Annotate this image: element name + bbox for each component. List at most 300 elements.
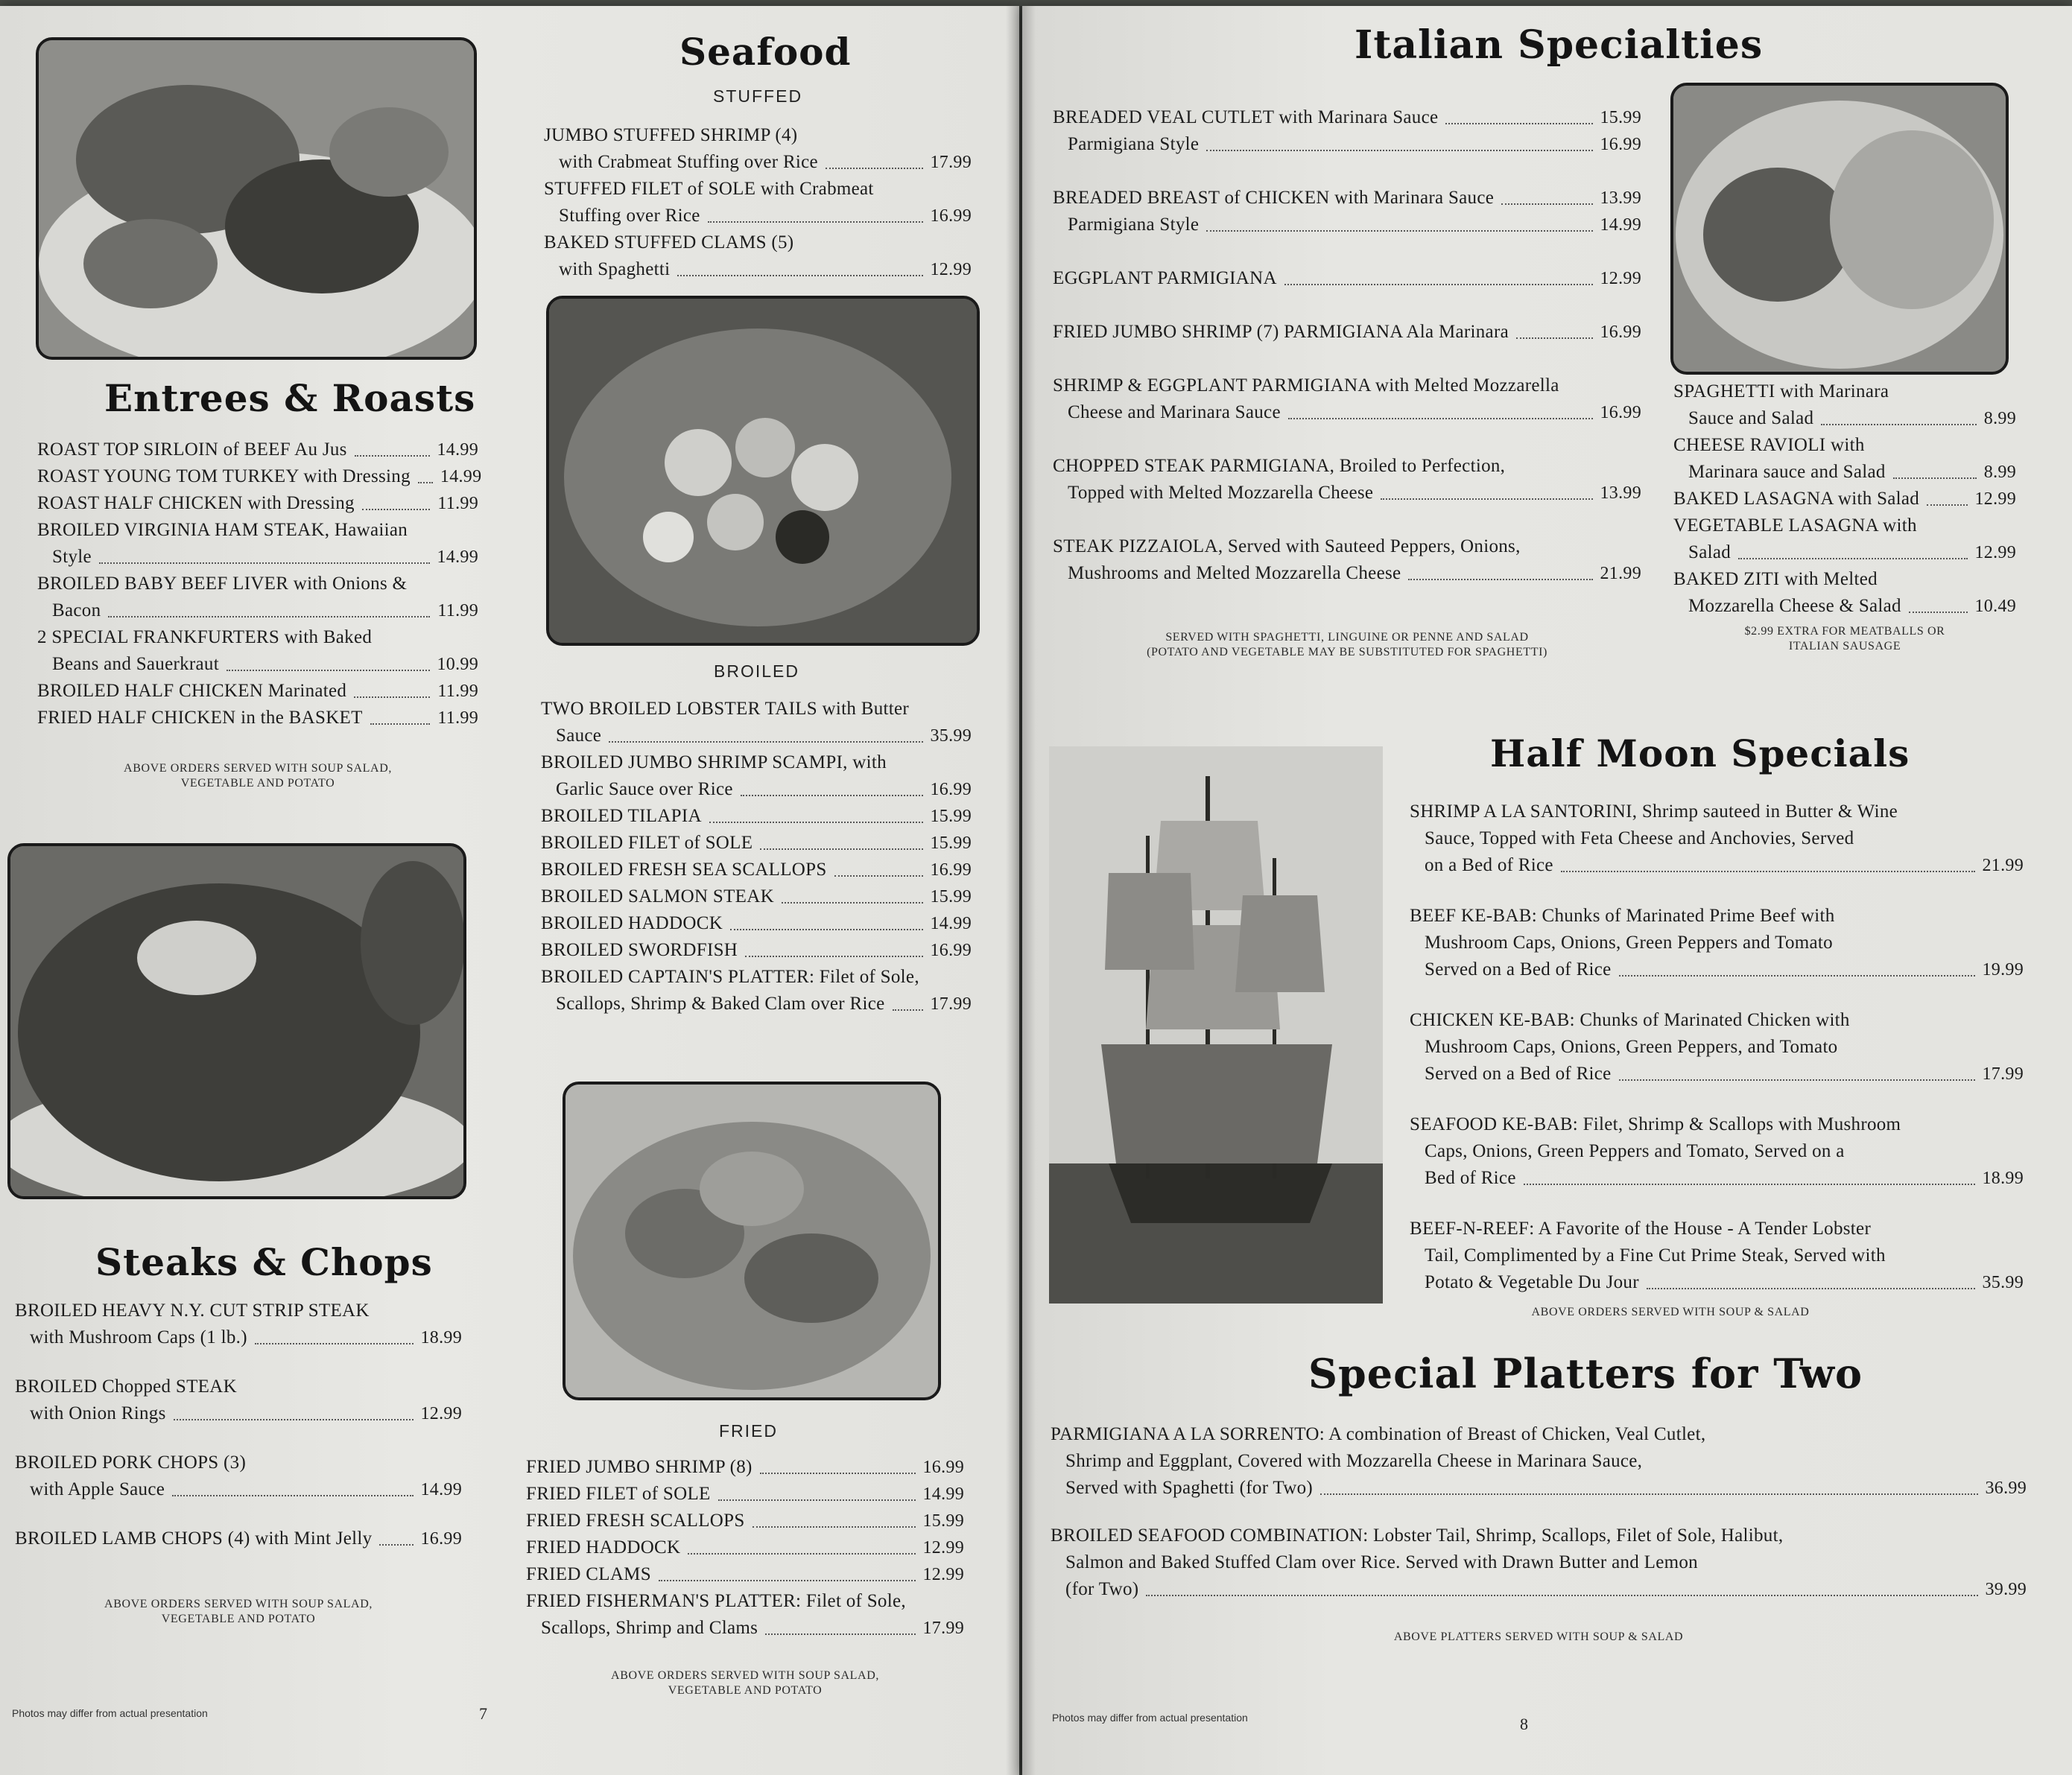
menu-item-text: Mushrooms and Melted Mozzarella Cheese — [1068, 563, 1401, 583]
menu-item-text: Caps, Onions, Green Peppers and Tomato, Served on a — [1425, 1141, 1845, 1161]
menu-item-price: 8.99 — [1983, 463, 2016, 482]
menu-item — [526, 1508, 964, 1534]
menu-item-text: Salmon and Baked Stuffed Clam over Rice. Served with Drawn Butter and Lemon — [1065, 1552, 1698, 1572]
leader-dots — [418, 482, 433, 483]
leader-dots — [1821, 424, 1976, 425]
menu-item-text: FRIED FISHERMAN'S PLATTER: Filet of Sole, — [526, 1591, 906, 1611]
menu-spine — [1006, 6, 1036, 1775]
menu-item-price: 16.99 — [1600, 135, 1641, 154]
leader-dots — [354, 696, 430, 698]
menu-item-text: ROAST HALF CHICKEN with Dressing — [37, 493, 355, 513]
menu-item-text: with Crabmeat Stuffing over Rice — [559, 152, 818, 172]
steaks-title: Steaks & Chops — [95, 1240, 433, 1284]
steaks-note — [15, 1597, 462, 1627]
menu-item-line — [1053, 319, 1641, 346]
menu-item-text: Sauce — [556, 725, 602, 746]
note-line: (POTATO AND VEGETABLE MAY BE SUBSTITUTED FOR SPAGHETTI) — [1147, 646, 1547, 658]
menu-item-price: 15.99 — [1600, 108, 1641, 127]
leader-dots — [826, 168, 923, 169]
menu-item — [37, 678, 478, 705]
leader-dots — [745, 956, 922, 957]
menu-item-text: BROILED PORK CHOPS (3) — [15, 1452, 247, 1473]
menu-item-line — [15, 1324, 462, 1351]
menu-item-line — [1410, 1165, 2024, 1192]
leader-dots — [893, 1009, 923, 1011]
leader-dots — [1408, 579, 1592, 580]
menu-item-line — [1673, 539, 2016, 566]
menu-item — [15, 1449, 462, 1503]
menu-item-price: 16.99 — [930, 780, 972, 799]
italian-note — [1053, 630, 1641, 660]
menu-item — [1673, 432, 2016, 486]
menu-item-line — [15, 1400, 462, 1427]
leader-dots — [688, 1553, 915, 1555]
menu-item — [1410, 798, 2024, 879]
menu-item — [37, 571, 478, 624]
menu-item — [541, 696, 972, 749]
menu-item-text: Served on a Bed of Rice — [1425, 1064, 1612, 1084]
photo-disclaimer-left: Photos may differ from actual presentation — [12, 1707, 208, 1719]
leader-dots — [1381, 498, 1592, 500]
page-number-right: 8 — [1520, 1715, 1528, 1733]
menu-item-line — [1051, 1522, 2027, 1549]
menu-item-text: SPAGHETTI with Marinara — [1673, 381, 1889, 401]
menu-item-text: JUMBO STUFFED SHRIMP (4) — [544, 125, 798, 145]
menu-item-text: BROILED SALMON STEAK — [541, 886, 774, 906]
menu-item-line — [37, 436, 478, 463]
menu-item-text: FRIED HALF CHICKEN in the BASKET — [37, 708, 363, 728]
menu-item-price: 14.99 — [437, 547, 478, 567]
menu-item-text: TWO BROILED LOBSTER TAILS with Butter — [541, 699, 910, 719]
menu-item-line — [1673, 486, 2016, 512]
menu-item-line — [1673, 378, 2016, 405]
menu-item-text: BEEF KE-BAB: Chunks of Marinated Prime Beef with — [1410, 906, 1835, 926]
photo-chicken-parmigiana — [1670, 83, 2009, 375]
menu-item — [1053, 319, 1641, 346]
halfmoon-title: Half Moon Specials — [1490, 731, 1910, 775]
leader-dots — [765, 1633, 915, 1635]
menu-item-line — [1053, 212, 1641, 238]
menu-item-text: BROILED HADDOCK — [541, 913, 723, 933]
menu-item-text: BROILED LAMB CHOPS (4) with Mint Jelly — [15, 1528, 373, 1549]
menu-item-line — [37, 651, 478, 678]
menu-item-line — [1053, 480, 1641, 507]
menu-item-price: 16.99 — [930, 206, 972, 226]
platters-note — [1051, 1630, 2027, 1645]
menu-item-text: BROILED HALF CHICKEN Marinated — [37, 681, 347, 701]
menu-item-text: FRIED FILET of SOLE — [526, 1484, 711, 1504]
menu-item-price: 11.99 — [437, 601, 478, 620]
entrees-title: Entrees & Roasts — [104, 376, 476, 420]
menu-item-text: FRIED JUMBO SHRIMP (8) — [526, 1457, 753, 1477]
menu-item-line — [37, 624, 478, 651]
note-line: SERVED WITH SPAGHETTI, LINGUINE OR PENNE AND SALAD — [1165, 631, 1529, 644]
menu-item — [544, 122, 972, 176]
entrees-list — [37, 436, 482, 731]
seafood-note — [526, 1668, 964, 1698]
menu-item-text: Sauce and Salad — [1688, 408, 1814, 428]
leader-dots — [834, 875, 923, 877]
menu-item-price: 15.99 — [930, 833, 972, 853]
menu-item-text: (for Two) — [1065, 1579, 1139, 1599]
menu-item — [541, 937, 972, 964]
menu-item-text: BROILED HEAVY N.Y. CUT STRIP STEAK — [15, 1301, 370, 1321]
menu-item-text: FRIED HADDOCK — [526, 1537, 681, 1558]
menu-item — [1053, 453, 1641, 507]
leader-dots — [741, 795, 923, 796]
menu-item — [541, 910, 972, 937]
menu-item — [37, 705, 478, 731]
menu-item-line — [1410, 956, 2024, 983]
menu-item-line — [1410, 1242, 2024, 1269]
menu-item-line — [1410, 825, 2024, 852]
menu-item-text: Topped with Melted Mozzarella Cheese — [1068, 483, 1374, 503]
italian-title: Italian Specialties — [1355, 22, 1764, 68]
seafood-stuffed-list — [544, 122, 972, 283]
menu-item-text: Served on a Bed of Rice — [1425, 959, 1612, 979]
menu-item-text: Shrimp and Eggplant, Covered with Mozzarella Cheese in Marinara Sauce, — [1065, 1451, 1643, 1471]
menu-item-text: Served with Spaghetti (for Two) — [1065, 1478, 1314, 1498]
leader-dots — [1501, 203, 1592, 205]
menu-item-text: Parmigiana Style — [1068, 134, 1200, 154]
menu-item-text: SHRIMP A LA SANTORINI, Shrimp sauteed in Butter & Wine — [1410, 801, 1898, 822]
menu-item-text: with Onion Rings — [30, 1403, 166, 1423]
entrees-note — [37, 761, 478, 791]
menu-item-price: 16.99 — [930, 860, 972, 880]
menu-item-text: ROAST YOUNG TOM TURKEY with Dressing — [37, 466, 411, 486]
menu-item-line — [15, 1298, 462, 1324]
menu-item — [526, 1534, 964, 1561]
menu-item-price: 12.99 — [1974, 489, 2016, 509]
menu-item-price: 12.99 — [1600, 269, 1641, 288]
menu-item-text: BROILED CAPTAIN'S PLATTER: Filet of Sole, — [541, 967, 919, 987]
menu-item-text: ROAST TOP SIRLOIN of BEEF Au Jus — [37, 439, 347, 460]
menu-item-price: 16.99 — [930, 941, 972, 960]
menu-item — [1673, 378, 2016, 432]
leader-dots — [226, 670, 430, 671]
leader-dots — [1909, 612, 1968, 613]
photo-steak — [7, 843, 466, 1199]
menu-item — [1053, 533, 1641, 587]
menu-item — [1673, 512, 2016, 566]
leader-dots — [1619, 1079, 1975, 1081]
menu-item-text: BROILED SEAFOOD COMBINATION: Lobster Tail, Shrimp, Scallops, Filet of Sole, Halibut, — [1051, 1525, 1784, 1546]
menu-item-price: 16.99 — [922, 1458, 964, 1477]
seafood-stuffed-label: STUFFED — [713, 86, 803, 106]
menu-item-text: BROILED Chopped STEAK — [15, 1377, 237, 1397]
leader-dots — [708, 221, 923, 223]
menu-item-line — [541, 991, 972, 1017]
menu-item-text: Tail, Complimented by a Fine Cut Prime Steak, Served with — [1425, 1245, 1886, 1266]
leader-dots — [1320, 1493, 1977, 1495]
leader-dots — [379, 1544, 413, 1546]
menu-item-line — [1053, 104, 1641, 131]
photo-roast-dinner — [36, 37, 477, 360]
menu-item-text: CHOPPED STEAK PARMIGIANA, Broiled to Perfection, — [1053, 456, 1506, 476]
menu-item-price: 14.99 — [420, 1480, 462, 1499]
menu-item-line — [544, 256, 972, 283]
menu-item — [1051, 1421, 2027, 1502]
leader-dots — [1146, 1595, 1977, 1596]
menu-item — [1410, 1111, 2024, 1192]
menu-item-line — [1673, 566, 2016, 593]
menu-item-line — [1410, 903, 2024, 930]
leader-dots — [760, 1473, 916, 1474]
menu-item-line — [37, 517, 478, 544]
leader-dots — [255, 1343, 414, 1344]
menu-item-line — [1410, 1138, 2024, 1165]
leader-dots — [1206, 230, 1592, 232]
menu-item-text: on a Bed of Rice — [1425, 855, 1553, 875]
menu-item-line — [1053, 533, 1641, 560]
leader-dots — [1524, 1184, 1975, 1185]
note-line: ABOVE ORDERS SERVED WITH SOUP SALAD, — [104, 1598, 373, 1610]
menu-item-text: BROILED VIRGINIA HAM STEAK, Hawaiian — [37, 520, 408, 540]
menu-item-line — [541, 937, 972, 964]
menu-item-line — [1053, 560, 1641, 587]
menu-item-price: 36.99 — [1985, 1479, 2027, 1498]
menu-item-line — [541, 696, 972, 723]
menu-item-price: 16.99 — [420, 1529, 462, 1549]
seafood-broiled-list — [541, 696, 972, 1017]
menu-item-text: Beans and Sauerkraut — [52, 654, 219, 674]
menu-item-line — [1673, 459, 2016, 486]
menu-item-line — [1410, 1269, 2024, 1296]
menu-item-price: 13.99 — [1600, 188, 1641, 208]
menu-item-text: 2 SPECIAL FRANKFURTERS with Baked — [37, 627, 373, 647]
menu-item — [526, 1454, 964, 1481]
menu-item-line — [544, 203, 972, 229]
leader-dots — [753, 1526, 916, 1528]
seafood-fried-label: FRIED — [719, 1421, 778, 1441]
leader-dots — [99, 562, 430, 564]
menu-item-text: Potato & Vegetable Du Jour — [1425, 1272, 1639, 1292]
menu-item-text: BROILED BABY BEEF LIVER with Onions & — [37, 574, 408, 594]
leader-dots — [1288, 418, 1593, 419]
menu-item — [37, 436, 478, 463]
leader-dots — [659, 1580, 916, 1581]
menu-item-text: Garlic Sauce over Rice — [556, 779, 733, 799]
menu-item-line — [1051, 1475, 2027, 1502]
menu-item-price: 15.99 — [930, 807, 972, 826]
menu-item-line — [1051, 1576, 2027, 1603]
menu-item — [1410, 903, 2024, 983]
leader-dots — [718, 1499, 916, 1501]
menu-item — [526, 1481, 964, 1508]
menu-item-price: 14.99 — [437, 440, 478, 460]
menu-item-price: 11.99 — [437, 682, 478, 701]
note-line: ABOVE ORDERS SERVED WITH SOUP SALAD, — [611, 1669, 879, 1682]
leader-dots — [709, 822, 923, 823]
menu-item-line — [526, 1588, 964, 1615]
menu-item-price: 14.99 — [922, 1485, 964, 1504]
menu-item-line — [1673, 405, 2016, 432]
menu-item-line — [1410, 1111, 2024, 1138]
menu-item-text: BAKED ZITI with Melted — [1673, 569, 1878, 589]
menu-item-line — [541, 830, 972, 857]
menu-item-line — [541, 883, 972, 910]
leader-dots — [730, 929, 922, 930]
menu-item-line — [526, 1615, 964, 1642]
menu-item-line — [37, 490, 478, 517]
menu-item-text: SHRIMP & EGGPLANT PARMIGIANA with Melted Mozzarella — [1053, 375, 1559, 396]
menu-item-price: 11.99 — [437, 494, 478, 513]
note-line: ABOVE PLATTERS SERVED WITH SOUP & SALAD — [1393, 1630, 1684, 1643]
menu-item-price: 18.99 — [1982, 1169, 2024, 1188]
menu-item-text: Marinara sauce and Salad — [1688, 462, 1886, 482]
leader-dots — [1738, 558, 1967, 559]
menu-item — [1410, 1216, 2024, 1296]
menu-item-text: Bed of Rice — [1425, 1168, 1516, 1188]
menu-item-line — [541, 910, 972, 937]
leader-dots — [362, 509, 431, 510]
menu-item-price: 8.99 — [1983, 409, 2016, 428]
menu-item-line — [544, 149, 972, 176]
menu-item — [1673, 486, 2016, 512]
menu-item-price: 14.99 — [440, 467, 482, 486]
menu-item-text: Scallops, Shrimp & Baked Clam over Rice — [556, 994, 885, 1014]
menu-item-line — [541, 723, 972, 749]
note-line: ABOVE ORDERS SERVED WITH SOUP SALAD, — [124, 762, 392, 775]
menu-item-text: STUFFED FILET of SOLE with Crabmeat — [544, 179, 874, 199]
menu-item-line — [37, 597, 478, 624]
menu-item-line — [1410, 1034, 2024, 1061]
menu-item — [526, 1588, 964, 1642]
menu-item-price: 12.99 — [922, 1565, 964, 1584]
menu-item — [37, 463, 482, 490]
menu-item — [544, 229, 972, 283]
menu-item-line — [541, 749, 972, 776]
menu-item — [1673, 566, 2016, 620]
leader-dots — [108, 616, 430, 617]
leader-dots — [609, 741, 922, 743]
menu-item-text: BROILED JUMBO SHRIMP SCAMPI, with — [541, 752, 887, 772]
menu-item-line — [1410, 930, 2024, 956]
menu-item — [1053, 104, 1641, 158]
menu-item-price: 15.99 — [930, 887, 972, 906]
leader-dots — [782, 902, 923, 904]
menu-item-price: 16.99 — [1600, 403, 1641, 422]
leader-dots — [1927, 504, 1967, 506]
menu-item-text: BROILED TILAPIA — [541, 806, 702, 826]
menu-item-price: 17.99 — [930, 153, 972, 172]
menu-item — [1053, 372, 1641, 426]
menu-item-line — [15, 1449, 462, 1476]
menu-item-text: Sauce, Topped with Feta Cheese and Anchovies, Served — [1425, 828, 1854, 848]
menu-item-price: 17.99 — [922, 1619, 964, 1638]
menu-item-price: 10.99 — [437, 655, 478, 674]
page-number-left: 7 — [479, 1704, 487, 1723]
menu-item — [541, 857, 972, 883]
menu-item-text: PARMIGIANA A LA SORRENTO: A combination of Breast of Chicken, Veal Cutlet, — [1051, 1424, 1706, 1444]
menu-item-price: 13.99 — [1600, 483, 1641, 503]
menu-item-text: SEAFOOD KE-BAB: Filet, Shrimp & Scallops with Mushroom — [1410, 1114, 1901, 1134]
menu-item — [1051, 1522, 2027, 1603]
menu-item-price: 12.99 — [1974, 543, 2016, 562]
note-line: $2.99 EXTRA FOR MEATBALLS OR — [1744, 625, 1945, 638]
menu-item-line — [1410, 1216, 2024, 1242]
leader-dots — [1516, 337, 1593, 339]
menu-item-line — [544, 176, 972, 203]
menu-item-line — [1053, 185, 1641, 212]
menu-item-text: Scallops, Shrimp and Clams — [541, 1618, 758, 1638]
menu-item-line — [37, 544, 478, 571]
menu-item-text: FRIED CLAMS — [526, 1564, 651, 1584]
menu-item — [541, 749, 972, 803]
menu-item — [1410, 1007, 2024, 1087]
menu-item-text: FRIED FRESH SCALLOPS — [526, 1511, 745, 1531]
menu-item-text: BEEF-N-REEF: A Favorite of the House - A Tender Lobster — [1410, 1219, 1872, 1239]
menu-item — [541, 883, 972, 910]
menu-item — [15, 1374, 462, 1427]
halfmoon-note — [1410, 1305, 1931, 1320]
menu-item — [37, 490, 478, 517]
menu-item-price: 35.99 — [1982, 1273, 2024, 1292]
menu-item-line — [1410, 1061, 2024, 1087]
platters-title: Special Platters for Two — [1308, 1350, 1863, 1397]
menu-item-price: 17.99 — [1982, 1064, 2024, 1084]
menu-item-text: Mushroom Caps, Onions, Green Peppers and Tomato — [1425, 933, 1833, 953]
menu-item-line — [1053, 372, 1641, 399]
steaks-list — [15, 1298, 462, 1552]
menu-item-line — [526, 1534, 964, 1561]
menu-item-line — [1051, 1448, 2027, 1475]
menu-item — [1053, 265, 1641, 292]
menu-item-price: 14.99 — [1600, 215, 1641, 235]
menu-item-line — [544, 122, 972, 149]
menu-item-text: VEGETABLE LASAGNA with — [1673, 515, 1917, 536]
menu-item-line — [15, 1476, 462, 1503]
halfmoon-list — [1410, 798, 2024, 1296]
photo-seafood-platter — [546, 296, 980, 646]
menu-item-price: 14.99 — [930, 914, 972, 933]
menu-item-line — [1673, 593, 2016, 620]
menu-item-price: 12.99 — [930, 260, 972, 279]
menu-item-price: 19.99 — [1982, 960, 2024, 979]
menu-item-text: with Mushroom Caps (1 lb.) — [30, 1327, 247, 1347]
leader-dots — [1893, 477, 1977, 479]
menu-item-line — [541, 857, 972, 883]
leader-dots — [677, 275, 922, 276]
leader-dots — [1647, 1288, 1975, 1289]
menu-item-line — [526, 1561, 964, 1588]
leader-dots — [1284, 284, 1593, 285]
menu-item-line — [544, 229, 972, 256]
seafood-broiled-label: BROILED — [714, 661, 799, 681]
menu-item-line — [1053, 399, 1641, 426]
menu-item-price: 12.99 — [922, 1538, 964, 1558]
menu-item-text: Stuffing over Rice — [559, 206, 700, 226]
menu-item-text: CHICKEN KE-BAB: Chunks of Marinated Chicken with — [1410, 1010, 1850, 1030]
leader-dots — [172, 1495, 413, 1496]
menu-item-line — [1673, 432, 2016, 459]
menu-item — [541, 830, 972, 857]
menu-item — [37, 624, 478, 678]
menu-item-text: STEAK PIZZAIOLA, Served with Sauteed Peppers, Onions, — [1053, 536, 1521, 556]
menu-item-text: BREADED BREAST of CHICKEN with Marinara Sauce — [1053, 188, 1495, 208]
menu-item-text: Bacon — [52, 600, 101, 620]
menu-item-line — [1051, 1421, 2027, 1448]
menu-item — [544, 176, 972, 229]
italian-list — [1053, 104, 1641, 587]
pasta-note — [1673, 624, 2016, 654]
seafood-fried-list — [526, 1454, 964, 1642]
leader-dots — [1561, 871, 1975, 872]
menu-item-price: 16.99 — [1600, 323, 1641, 342]
leader-dots — [760, 848, 922, 850]
menu-item-line — [1673, 512, 2016, 539]
menu-item-line — [37, 463, 482, 490]
